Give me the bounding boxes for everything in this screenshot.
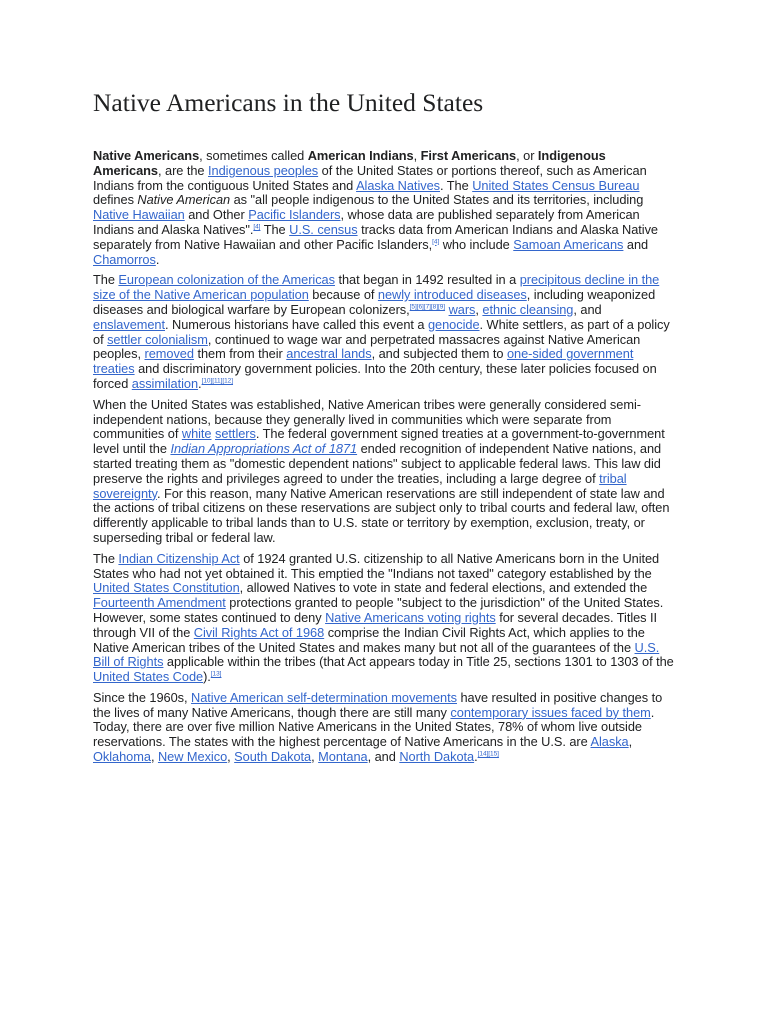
wiki-link[interactable]: United States Constitution (93, 580, 240, 596)
article (93, 86, 675, 771)
wiki-link[interactable]: Native American self-determination movements (191, 689, 457, 705)
wiki-link[interactable]: Alaska (590, 734, 629, 750)
page-title: Native Americans in the United States (93, 88, 484, 117)
text-run: . The federal government signed treaties at a government-to-government level until the (93, 426, 665, 457)
text-run: . The (440, 177, 473, 193)
paragraph-citizenship (93, 552, 675, 685)
wiki-link[interactable]: tribal sovereignty (93, 470, 627, 501)
text-run: , continued to wage war and perpetrated massacres against Native American peoples, (93, 331, 641, 362)
text-run: because of (308, 287, 378, 303)
text-run: ended recognition of independent Native nations, and started treating them as "domestic dependent nations" subject to applicable federal laws. This law did preserve the rights and privileges agreed to under the treaties, including a large degree of (93, 441, 662, 486)
citation-link[interactable]: [5][6][7][8][9] (409, 303, 446, 311)
wiki-link[interactable]: North Dakota (399, 749, 475, 765)
bold-term: Native Americans (93, 148, 200, 163)
text-run: The (260, 221, 290, 237)
citation-ref[interactable] (211, 671, 222, 678)
wiki-link[interactable]: European colonization of the Americas (118, 272, 335, 288)
text-run: , and (573, 301, 602, 317)
text-run: , (628, 734, 633, 750)
text-run: that began in 1492 resulted in a (334, 272, 520, 288)
text-run: , allowed Natives to vote in state and federal elections, and extended the (239, 580, 648, 596)
text-run: defines (93, 192, 138, 208)
wiki-link[interactable]: newly introduced diseases (377, 287, 527, 303)
text-run: When the United States was established, Native American tribes were generally considered semi-independent nations, because they generally lived in communities which were separate from communities of (93, 396, 641, 442)
wiki-link[interactable]: white (181, 426, 212, 442)
text-run: as "all people indigenous to the United States and its territories, including (230, 192, 644, 208)
text-run: . For this reason, many Native American reservations are still independent of state law and the actions of tribal citizens on these reservations are subject only to tribal courts and federal law, often differently applicable to tribal lands than to U.S. state or territory by exemption, exclusion, treaty, or superseding tribal or federal law. (93, 485, 670, 545)
article-body (93, 149, 675, 765)
text-run: . (474, 749, 478, 765)
wiki-link[interactable]: United States Census Bureau (472, 177, 640, 193)
citation-link[interactable]: [4] (253, 223, 261, 231)
text-run: for several decades. Titles II through VII of the (93, 609, 658, 640)
wiki-link[interactable]: Indian Appropriations Act of 1871 (170, 441, 358, 457)
text-run: . Numerous historians have called this event a (165, 316, 428, 332)
text-run: , sometimes called (199, 148, 308, 163)
text-run: . White settlers, as part of a policy of (93, 316, 670, 347)
text-run: , (413, 148, 421, 163)
wiki-link[interactable]: Native Hawaiian (93, 207, 185, 223)
wiki-link[interactable]: removed (144, 346, 194, 362)
text-run: and discriminatory government policies. Into the 20th century, these later policies focused on forced (93, 361, 657, 391)
wiki-link[interactable]: Indigenous peoples (208, 162, 319, 178)
text-run: , (475, 301, 483, 317)
wiki-link[interactable]: Fourteenth Amendment (93, 595, 226, 611)
citation-link[interactable]: [4] (432, 238, 440, 246)
wiki-link[interactable]: settlers (215, 426, 256, 442)
text-run: The (93, 550, 119, 566)
wiki-link[interactable]: South Dakota (234, 749, 312, 765)
wiki-link[interactable]: assimilation (131, 375, 199, 391)
text-run: of 1924 granted U.S. citizenship to all Native Americans born in the United States who had not yet obtained it. This emptied the "Indians not taxed" category established by the (93, 550, 660, 581)
text-run: comprise the Indian Civil Rights Act, which applies to the Native American tribes of the United States and makes many but not all of the guarantees of the (93, 624, 645, 655)
wiki-link[interactable]: New Mexico (157, 749, 228, 765)
wiki-link[interactable]: U.S. Bill of Rights (93, 639, 660, 670)
text-run: , (227, 749, 235, 765)
text-run: and (623, 236, 649, 252)
citation-ref[interactable] (202, 378, 233, 385)
text-run: . (198, 375, 202, 391)
text-run: tracks data from American Indians and Alaska Native separately from Native Hawaiian and other Pacific Islanders, (93, 221, 658, 252)
citation-ref[interactable] (410, 304, 445, 311)
wiki-link[interactable]: genocide (427, 316, 480, 332)
citation-ref[interactable] (478, 751, 499, 758)
paragraph-sovereignty (93, 398, 675, 546)
text-run: Since the 1960s, (93, 689, 192, 705)
citation-link[interactable]: [13] (210, 670, 222, 678)
text-run: . (155, 251, 160, 267)
text-run: of the United States or portions thereof, such as American Indians from the contiguous United States and (93, 162, 647, 193)
text-run: , or (516, 148, 538, 163)
wiki-link[interactable]: United States Code (93, 669, 204, 685)
wiki-link[interactable]: U.S. census (289, 221, 358, 237)
bold-term: First Americans (420, 148, 517, 163)
text-run: them from their (193, 346, 287, 362)
text-run: who include (439, 236, 514, 252)
wiki-link[interactable]: ancestral lands (286, 346, 372, 362)
paragraph-self-determination (93, 691, 675, 765)
citation-link[interactable]: [10][11][12] (201, 377, 234, 385)
text-run: ). (203, 669, 211, 685)
wiki-link[interactable]: Chamorros (93, 251, 156, 267)
paragraph-intro (93, 149, 675, 267)
italic-term: Native American (137, 192, 231, 208)
text-run: The (93, 272, 119, 288)
wiki-link[interactable]: Pacific Islanders (248, 207, 341, 223)
wiki-link[interactable]: settler colonialism (107, 331, 208, 347)
text-run: applicable within the tribes (that Act appears today in Title 25, sections 1301 to 1303 of the (163, 654, 674, 670)
wiki-link[interactable]: precipitous decline in the size of the Native American population (93, 272, 660, 303)
text-run: , are the (158, 162, 209, 178)
text-run: have resulted in positive changes to the lives of many Native Americans, though there are still many (93, 689, 663, 720)
wiki-link[interactable]: Civil Rights Act of 1968 (193, 624, 325, 640)
wiki-link[interactable]: enslavement (93, 316, 166, 332)
text-run: , and (367, 749, 400, 765)
text-run: , and subjected them to (371, 346, 507, 362)
wiki-link[interactable]: Oklahoma (93, 749, 151, 765)
wiki-link[interactable]: ethnic cleansing (482, 301, 574, 317)
bold-term: Indigenous Americans (93, 148, 606, 178)
bold-term: American Indians (307, 148, 414, 163)
wiki-link[interactable]: Native Americans voting rights (325, 609, 496, 625)
wiki-link[interactable]: Montana (318, 749, 368, 765)
text-run: and Other (184, 207, 249, 223)
text-run: . Today, there are over five million Native Americans in the United States, 78% of whom live outside reservations. The states with the highest percentage of Native Americans in the U.S. are (93, 704, 655, 750)
text-run: protections granted to people "subject to the jurisdiction" of the United States. However, some states continued to deny (93, 595, 664, 625)
wiki-link[interactable]: wars (448, 301, 476, 317)
wiki-link[interactable]: Indian Citizenship Act (118, 550, 240, 566)
text-run: , (150, 749, 158, 765)
wiki-link[interactable]: Alaska Natives (356, 177, 440, 193)
text-run: , including weaponized diseases and biological warfare by European colonizers, (93, 287, 656, 317)
citation-link[interactable]: [14][15] (477, 750, 499, 758)
paragraph-colonization (93, 273, 675, 391)
wiki-link[interactable]: Samoan Americans (513, 236, 624, 252)
wiki-link[interactable]: one-sided government treaties (93, 346, 634, 377)
text-run: , (311, 749, 319, 765)
text-run: , whose data are published separately from American Indians and Alaska Natives". (93, 207, 640, 237)
wiki-link[interactable]: contemporary issues faced by them (450, 704, 651, 720)
